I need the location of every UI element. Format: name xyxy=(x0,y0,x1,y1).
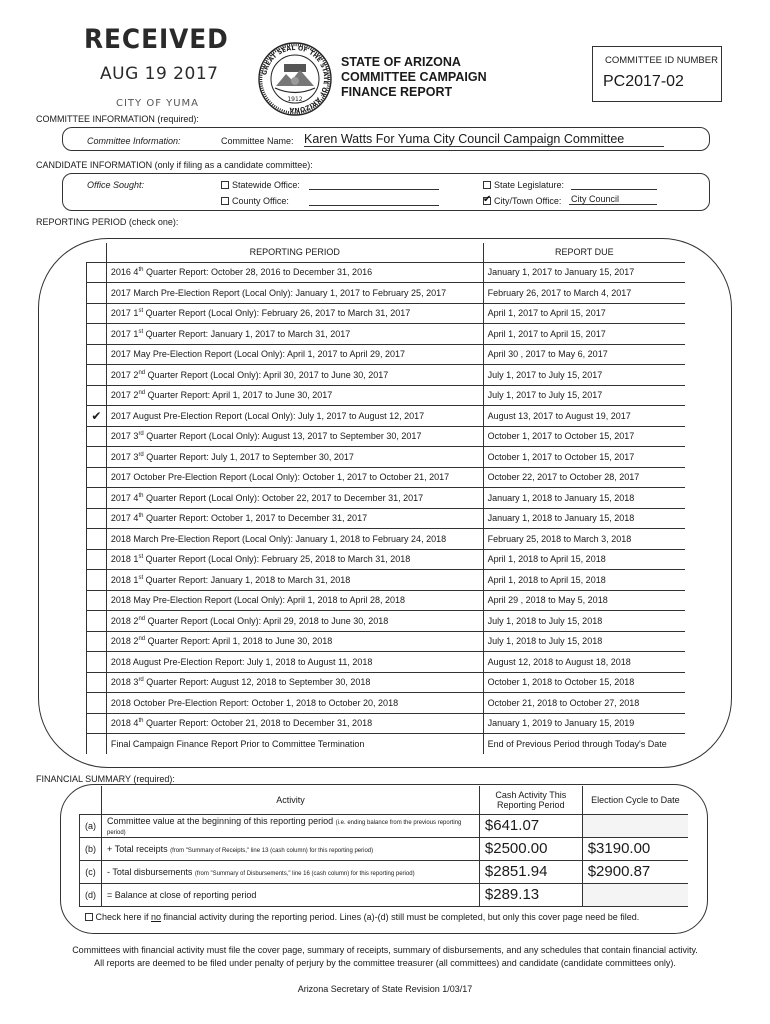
report-due-text: April 1, 2018 to April 15, 2018 xyxy=(483,570,685,591)
period-text-rest: Quarter Report: August 12, 2018 to September 30, 2018 xyxy=(143,677,371,688)
reporting-period-checkbox[interactable] xyxy=(87,693,107,714)
financial-summary-table xyxy=(79,786,688,928)
seal-year: 1912 xyxy=(287,96,303,103)
reporting-period-checkbox[interactable] xyxy=(87,447,107,468)
report-due-text: February 26, 2017 to March 4, 2017 xyxy=(483,283,685,304)
period-text-main: 2017 3 xyxy=(110,431,139,442)
period-text-main: 2017 4 xyxy=(110,513,139,524)
reporting-period-text xyxy=(106,652,483,673)
period-text-main: 2017 2 xyxy=(110,369,139,380)
cycle-column-header: Election Cycle to Date xyxy=(582,786,688,814)
reporting-period-checkbox[interactable] xyxy=(87,324,107,345)
period-text-rest: Quarter Report: October 1, 2017 to December 31, 2017 xyxy=(143,513,368,524)
report-due-text: February 25, 2018 to March 3, 2018 xyxy=(483,529,685,550)
received-stamp: RECEIVED xyxy=(84,24,229,55)
reporting-period-row xyxy=(87,549,686,570)
reporting-period-table xyxy=(86,243,685,754)
cash-activity-field[interactable]: $2500.00 xyxy=(479,837,582,860)
office-sought-label: Office Sought: xyxy=(87,180,145,190)
reporting-period-row xyxy=(87,406,686,427)
activity-column-header: Activity xyxy=(102,786,480,814)
ordinal-suffix: nd xyxy=(138,390,146,397)
filing-instructions-line-2: All reports are deemed to be filed under penalty of perjury by the committee treasurer (all committees) and candidate (candidate committees only). xyxy=(94,958,676,968)
filing-instructions-line-1: Committees with financial activity must file the cover page, summary of receipts, summary of disbursements, and any schedules that contain financial activity. xyxy=(72,945,698,955)
activity-label: - Total disbursements xyxy=(107,866,193,877)
period-text-rest: Quarter Report (Local Only): April 30, 2017 to June 30, 2017 xyxy=(145,369,389,380)
activity-description xyxy=(102,860,480,883)
period-text-rest: Quarter Report (Local Only): February 26, 2017 to March 31, 2017 xyxy=(143,308,411,319)
reporting-period-text xyxy=(106,672,483,693)
period-text-rest: Quarter Report: April 1, 2018 to June 30, 2018 xyxy=(145,636,333,647)
reporting-period-text xyxy=(106,262,483,283)
election-cycle-field[interactable]: $3190.00 xyxy=(582,837,688,860)
reporting-period-text xyxy=(106,488,483,509)
report-due-text: January 1, 2018 to January 15, 2018 xyxy=(483,488,685,509)
financial-summary-section-label: FINANCIAL SUMMARY (required): xyxy=(36,774,175,784)
checkbox-column-header xyxy=(87,243,107,262)
reporting-period-text xyxy=(106,303,483,324)
reporting-period-row xyxy=(87,385,686,406)
period-text-main: 2016 4 xyxy=(110,267,139,278)
reporting-period-checkbox[interactable] xyxy=(87,672,107,693)
period-text-main: 2017 3 xyxy=(110,451,139,462)
period-text-rest: Quarter Report: April 1, 2017 to June 30, 2017 xyxy=(145,390,333,401)
report-due-text: April 30 , 2017 to May 6, 2017 xyxy=(483,344,685,365)
financial-summary-row xyxy=(80,814,689,837)
no-activity-row xyxy=(80,906,689,928)
cash-column-header: Cash Activity This Reporting Period xyxy=(479,786,582,814)
financial-summary-row xyxy=(80,883,689,906)
reporting-period-row xyxy=(87,283,686,304)
reporting-period-row xyxy=(87,529,686,550)
reporting-period-text xyxy=(106,713,483,734)
ordinal-suffix: rd xyxy=(138,451,144,458)
reporting-period-text xyxy=(106,365,483,386)
county-office-label: County Office: xyxy=(232,196,289,206)
period-text-rest: Quarter Report: January 1, 2017 to March 31, 2017 xyxy=(143,328,351,339)
report-due-text: July 1, 2018 to July 15, 2018 xyxy=(483,611,685,632)
report-due-text: October 21, 2018 to October 27, 2018 xyxy=(483,693,685,714)
period-text-rest: Quarter Report: October 28, 2016 to December 31, 2016 xyxy=(143,267,373,278)
state-legislature-option[interactable] xyxy=(483,180,564,190)
committee-id-box xyxy=(592,46,722,102)
reporting-period-checkbox[interactable] xyxy=(87,570,107,591)
no-activity-option[interactable] xyxy=(80,906,689,928)
title-line-3: FINANCE REPORT xyxy=(341,85,453,99)
reporting-period-text xyxy=(106,508,483,529)
committee-info-section-label: COMMITTEE INFORMATION (required): xyxy=(36,114,199,124)
report-due-text: April 1, 2017 to April 15, 2017 xyxy=(483,324,685,345)
report-due-text: July 1, 2017 to July 15, 2017 xyxy=(483,385,685,406)
reporting-period-checkbox[interactable] xyxy=(87,508,107,529)
report-title xyxy=(341,55,487,100)
period-text-rest: Quarter Report (Local Only): April 29, 2018 to June 30, 2018 xyxy=(145,615,389,626)
period-text-main: 2018 August Pre-Election Report: July 1, 2018 to August 11, 2018 xyxy=(110,656,373,667)
ordinal-suffix: nd xyxy=(138,369,146,376)
reporting-period-text xyxy=(106,631,483,652)
reporting-period-row xyxy=(87,611,686,632)
period-text-main: 2018 March Pre-Election Report (Local Only): January 1, 2018 to February 24, 2018 xyxy=(110,533,447,544)
county-office-checkbox[interactable] xyxy=(221,197,229,205)
ordinal-suffix: th xyxy=(138,267,144,274)
activity-label: + Total receipts xyxy=(107,843,168,854)
reporting-period-checkbox[interactable] xyxy=(87,631,107,652)
county-office-option[interactable] xyxy=(221,196,289,206)
ordinal-suffix: st xyxy=(138,554,144,561)
reporting-period-checkbox[interactable] xyxy=(87,385,107,406)
activity-note: (from "Summary of Disbursements," line 16 (cash column) for this reporting period) xyxy=(194,870,415,877)
election-cycle-field[interactable]: $2900.87 xyxy=(582,860,688,883)
period-text-main: 2018 4 xyxy=(110,718,139,729)
letter-column-header xyxy=(80,786,102,814)
reporting-period-text xyxy=(106,467,483,488)
report-due-text: April 1, 2017 to April 15, 2017 xyxy=(483,303,685,324)
cash-activity-field[interactable]: $641.07 xyxy=(479,814,582,837)
reporting-period-row xyxy=(87,693,686,714)
period-text-main: 2017 August Pre-Election Report (Local Only): July 1, 2017 to August 12, 2017 xyxy=(110,410,425,421)
ordinal-suffix: st xyxy=(138,328,144,335)
line-letter: (a) xyxy=(80,814,102,837)
ordinal-suffix: nd xyxy=(138,636,146,643)
reporting-period-checkbox[interactable] xyxy=(87,529,107,550)
ordinal-suffix: th xyxy=(138,492,144,499)
period-text-rest: Quarter Report: January 1, 2018 to March 31, 2018 xyxy=(143,574,351,585)
financial-summary-row xyxy=(80,837,689,860)
line-letter: (c) xyxy=(80,860,102,883)
city-office-option[interactable] xyxy=(483,196,561,206)
reporting-period-row xyxy=(87,590,686,611)
no-activity-checkbox[interactable] xyxy=(85,913,93,921)
reporting-period-text xyxy=(106,426,483,447)
line-letter: (d) xyxy=(80,883,102,906)
period-text-rest: Quarter Report: October 21, 2018 to December 31, 2018 xyxy=(143,718,373,729)
no-activity-emphasis: no xyxy=(151,912,162,923)
activity-description xyxy=(102,883,480,906)
reporting-period-text xyxy=(106,734,483,755)
statewide-office-option[interactable] xyxy=(221,180,300,190)
filing-instructions xyxy=(0,944,770,970)
report-due-text: October 1, 2018 to October 15, 2018 xyxy=(483,672,685,693)
period-text-main: 2017 May Pre-Election Report (Local Only): April 1, 2017 to April 29, 2017 xyxy=(110,349,406,360)
no-activity-text-end: financial activity during the reporting period. Lines (a)-(d) still must be completed, but only this cover page need be filed. xyxy=(161,912,640,923)
period-text-rest: Quarter Report (Local Only): October 22, 2017 to December 31, 2017 xyxy=(143,492,424,503)
reporting-period-row xyxy=(87,631,686,652)
reporting-period-row xyxy=(87,570,686,591)
period-text-main: 2017 1 xyxy=(110,328,139,339)
candidate-info-box xyxy=(62,173,710,211)
ordinal-suffix: st xyxy=(138,308,144,315)
state-legislature-label: State Legislature: xyxy=(494,180,565,190)
period-text-rest: Quarter Report (Local Only): August 13, 2017 to September 30, 2017 xyxy=(143,431,422,442)
received-stamp-city: CITY OF YUMA xyxy=(116,98,200,109)
ordinal-suffix: nd xyxy=(138,615,146,622)
activity-note: (from "Summary of Receipts," line 13 (cash column) for this reporting period) xyxy=(170,847,374,854)
reporting-period-row xyxy=(87,652,686,673)
period-text-main: 2017 March Pre-Election Report (Local Only): January 1, 2017 to February 25, 2017 xyxy=(110,287,447,298)
report-due-text: August 12, 2018 to August 18, 2018 xyxy=(483,652,685,673)
reporting-period-checkbox[interactable] xyxy=(87,734,107,755)
statewide-office-label: Statewide Office: xyxy=(232,180,300,190)
report-due-text: End of Previous Period through Today's Date xyxy=(483,734,685,755)
line-letter: (b) xyxy=(80,837,102,860)
report-due-text: October 1, 2017 to October 15, 2017 xyxy=(483,426,685,447)
reporting-period-text xyxy=(106,549,483,570)
received-stamp-date: AUG 19 2017 xyxy=(100,64,219,84)
committee-id-label: COMMITTEE ID NUMBER xyxy=(605,55,718,66)
period-text-main: 2017 October Pre-Election Report (Local Only): October 1, 2017 to October 21, 2017 xyxy=(110,472,450,483)
state-legislature-checkbox[interactable] xyxy=(483,181,491,189)
reporting-period-row xyxy=(87,734,686,755)
candidate-info-section-label: CANDIDATE INFORMATION (only if filing as a candidate committee): xyxy=(36,160,313,170)
period-text-main: 2018 2 xyxy=(110,636,139,647)
reporting-period-checkbox[interactable] xyxy=(87,406,107,427)
ordinal-suffix: st xyxy=(138,574,144,581)
committee-info-row-label: Committee Information: xyxy=(87,136,181,146)
reporting-period-text xyxy=(106,344,483,365)
reporting-period-checkbox[interactable] xyxy=(87,365,107,386)
report-due-text: October 22, 2017 to October 28, 2017 xyxy=(483,467,685,488)
period-column-header: REPORTING PERIOD xyxy=(106,243,483,262)
county-office-field[interactable] xyxy=(309,196,439,206)
report-due-text: January 1, 2017 to January 15, 2017 xyxy=(483,262,685,283)
reporting-period-row xyxy=(87,508,686,529)
period-text-main: 2018 2 xyxy=(110,615,139,626)
reporting-period-row xyxy=(87,365,686,386)
period-text-rest: Quarter Report: July 1, 2017 to September 30, 2017 xyxy=(143,451,354,462)
statewide-office-field[interactable] xyxy=(309,180,439,190)
ordinal-suffix: th xyxy=(138,513,144,520)
activity-note: (i.e. ending balance from the previous reporting period) xyxy=(107,819,462,836)
activity-label: Committee value at the beginning of this reporting period xyxy=(107,815,334,826)
due-column-header: REPORT DUE xyxy=(483,243,685,262)
reporting-period-row xyxy=(87,262,686,283)
election-cycle-field xyxy=(582,883,688,906)
reporting-period-row xyxy=(87,447,686,468)
report-due-text: January 1, 2018 to January 15, 2018 xyxy=(483,508,685,529)
reporting-period-text xyxy=(106,693,483,714)
title-line-2: COMMITTEE CAMPAIGN xyxy=(341,70,487,84)
reporting-period-checkbox[interactable] xyxy=(87,713,107,734)
report-due-text: April 1, 2018 to April 15, 2018 xyxy=(483,549,685,570)
reporting-period-checkbox[interactable] xyxy=(87,283,107,304)
report-due-text: July 1, 2017 to July 15, 2017 xyxy=(483,365,685,386)
reporting-period-checkbox[interactable] xyxy=(87,488,107,509)
reporting-period-row xyxy=(87,426,686,447)
ordinal-suffix: th xyxy=(138,718,144,725)
period-text-main: 2018 May Pre-Election Report (Local Only): April 1, 2018 to April 28, 2018 xyxy=(110,595,406,606)
reporting-period-text xyxy=(106,283,483,304)
reporting-period-checkbox[interactable] xyxy=(87,262,107,283)
committee-id-value[interactable]: PC2017-02 xyxy=(603,73,684,90)
state-seal-icon xyxy=(258,42,332,116)
reporting-period-checkbox[interactable] xyxy=(87,652,107,673)
reporting-period-text xyxy=(106,590,483,611)
ordinal-suffix: rd xyxy=(138,431,144,438)
financial-summary-row xyxy=(80,860,689,883)
election-cycle-field xyxy=(582,814,688,837)
period-text-main: 2017 2 xyxy=(110,390,139,401)
state-legislature-field[interactable] xyxy=(571,180,657,190)
committee-name-label: Committee Name: xyxy=(221,136,294,146)
report-due-text: August 13, 2017 to August 19, 2017 xyxy=(483,406,685,427)
reporting-period-checkbox[interactable] xyxy=(87,344,107,365)
revision-note: Arizona Secretary of State Revision 1/03/17 xyxy=(297,984,473,994)
period-text-main: 2018 October Pre-Election Report: October 1, 2018 to October 20, 2018 xyxy=(110,697,399,708)
reporting-period-checkbox[interactable] xyxy=(87,611,107,632)
period-text-rest: Quarter Report (Local Only): February 25, 2018 to March 31, 2018 xyxy=(143,554,411,565)
report-due-text: October 1, 2017 to October 15, 2017 xyxy=(483,447,685,468)
report-due-text: April 29 , 2018 to May 5, 2018 xyxy=(483,590,685,611)
checkmark-icon: ✔ xyxy=(91,408,102,423)
committee-name-field[interactable]: Karen Watts For Yuma City Council Campaign Committee xyxy=(304,132,664,147)
reporting-period-checkbox[interactable] xyxy=(87,426,107,447)
reporting-period-text xyxy=(106,447,483,468)
seal-text: GREAT SEAL OF THE STATE OF ARIZONA xyxy=(261,44,330,114)
reporting-period-text xyxy=(106,570,483,591)
period-text-main: 2017 1 xyxy=(110,308,139,319)
cash-activity-field[interactable]: $2851.94 xyxy=(479,860,582,883)
period-text-main: Final Campaign Finance Report Prior to Committee Termination xyxy=(110,739,365,749)
reporting-period-checkbox[interactable] xyxy=(87,303,107,324)
activity-description xyxy=(102,814,480,837)
period-text-main: 2018 1 xyxy=(110,554,139,565)
cash-activity-field[interactable]: $289.13 xyxy=(479,883,582,906)
reporting-period-text xyxy=(106,324,483,345)
period-text-main: 2018 3 xyxy=(110,677,139,688)
reporting-period-text xyxy=(106,611,483,632)
report-due-text: January 1, 2019 to January 15, 2019 xyxy=(483,713,685,734)
statewide-office-checkbox[interactable] xyxy=(221,181,229,189)
reporting-period-checkbox[interactable] xyxy=(87,549,107,570)
city-office-field[interactable]: City Council xyxy=(569,194,657,205)
reporting-period-row xyxy=(87,672,686,693)
period-text-main: 2017 4 xyxy=(110,492,139,503)
activity-label: = Balance at close of reporting period xyxy=(107,889,257,900)
reporting-period-row xyxy=(87,467,686,488)
reporting-period-text xyxy=(106,385,483,406)
reporting-period-row xyxy=(87,713,686,734)
city-office-label: City/Town Office: xyxy=(494,196,562,206)
reporting-period-checkbox[interactable] xyxy=(87,467,107,488)
report-due-text: July 1, 2018 to July 15, 2018 xyxy=(483,631,685,652)
committee-info-box xyxy=(62,127,710,151)
reporting-period-text xyxy=(106,529,483,550)
period-text-main: 2018 1 xyxy=(110,574,139,585)
reporting-period-row xyxy=(87,488,686,509)
title-line-1: STATE OF ARIZONA xyxy=(341,55,461,69)
reporting-period-section-label: REPORTING PERIOD (check one): xyxy=(36,217,179,227)
no-activity-text-start: Check here if xyxy=(95,912,152,923)
reporting-period-text xyxy=(106,406,483,427)
reporting-period-checkbox[interactable] xyxy=(87,590,107,611)
city-office-checkbox[interactable] xyxy=(483,197,491,205)
activity-description xyxy=(102,837,480,860)
reporting-period-row xyxy=(87,303,686,324)
ordinal-suffix: rd xyxy=(138,677,144,684)
reporting-period-row xyxy=(87,324,686,345)
reporting-period-row xyxy=(87,344,686,365)
